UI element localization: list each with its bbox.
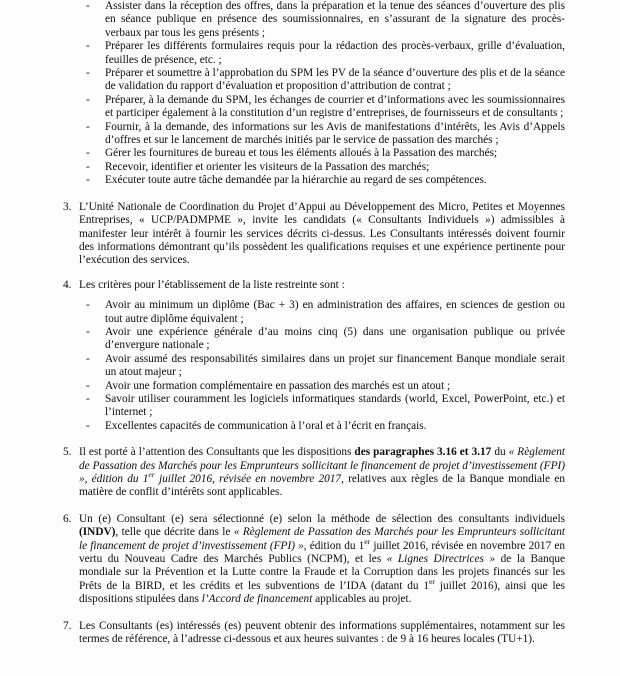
clause-6-part6: juillet 2016), ainsi que les dispositions stipulées dans xyxy=(79,579,565,606)
clause-6-ordinal-superscript-1: er xyxy=(364,536,371,546)
clause-5-text xyxy=(79,446,565,500)
spacer xyxy=(0,292,620,299)
list-item: - Préparer les différents formulaires requis pour la rédaction des procès-verbaux, grille d’évaluation, feuilles de présence, etc. ; xyxy=(86,40,565,67)
clause-5-number: 5. xyxy=(63,446,72,459)
list-item: - Savoir utiliser couramment les logiciels informatiques standards (world, Excel, PowerPoint, etc.) et l’internet ; xyxy=(86,393,565,420)
clause-3-text: L’Unité Nationale de Coordination du Projet d’Appui au Développement des Micro, Petites et Moyennes Entreprises, « UCP/PADMPME », invite les candidats (« Consultants Individuels ») admissibles à manifester leur intérêt à fournir les services décrits ci-dessus. Les Consultants intéressés doivent fournir des informations démontrant qu’ils possèdent les qualifications requises et une expérience pertinente pour l’exécution des services. xyxy=(79,200,565,267)
clause-4-text: Les critères pour l’établissement de la liste restreinte sont : xyxy=(79,278,345,291)
clause-6-part4: juillet 2016, révisée en novembre 2017 en vertu du Nouveau Cadre des Marchés Publics (NCPM), et les xyxy=(79,539,566,566)
list-item: - Excellentes capacités de communication à l’oral et à l’écrit en français. xyxy=(86,420,565,433)
clause-4-number: 4. xyxy=(63,278,72,291)
clause-6-italic-financing-agreement: l’Accord de financement xyxy=(201,593,313,606)
clause-6-bold-indv: (INDV) xyxy=(79,526,116,539)
spacer xyxy=(0,268,620,279)
list-item: - Avoir au minimum un diplôme (Bac + 3) en administration des affaires, en sciences de gestion ou tout autre diplôme équivalent ; xyxy=(86,299,565,326)
clause-7-text: Les Consultants (es) intéressés (es) peuvent obtenir des informations supplémentaires, notamment sur les termes de référence, à l’adresse ci-dessous et aux heures suivantes : de 9 à 16 heures locales (TU+1). xyxy=(79,619,565,646)
list-item: - Préparer, à la demande du SPM, les échanges de courrier et d’informations avec les soumissionnaires et participer également à la constitution d’un registre d’entreprises, de fournisseurs et de consultants ; xyxy=(86,94,565,121)
clause-6-part5: de la Banque mondiale sur la Prévention et la Lutte contre la Fraude et la Corruption dans les projets financés sur les Prêts de la BIRD, et les crédits et les subventions de l’IDA (datant du 1 xyxy=(79,553,566,592)
clause-5 xyxy=(0,446,620,500)
spacer xyxy=(0,433,620,446)
clause-5-italic-title-part2: juillet 2016, révisée en novembre 2017 xyxy=(154,473,342,485)
clause-6-text xyxy=(79,513,565,607)
list-item: - Recevoir, identifier et orienter les visiteurs de la Passation des marchés; xyxy=(86,161,565,174)
clause-5-bold-reference: des paragraphes 3.16 et 3.17 xyxy=(354,446,492,459)
clause-6-italic-regulation-title: « Règlement de Passation des Marchés pour les Emprunteurs sollicitant le financement de projet d’investissement (FPI) » xyxy=(79,526,565,552)
list-item: - Fournir, à la demande, des informations sur les Avis de manifestations d’intérêts, les Avis d’Appels d’offres et sur le lancement de marchés initiés par le service de passation des marchés ; xyxy=(86,121,565,148)
clause-5-ordinal-superscript: er xyxy=(148,470,155,480)
list-item: - Gérer les fournitures de bureau et tous les éléments alloués à la Passation des marchés; xyxy=(86,147,565,160)
clause-7 xyxy=(0,620,620,647)
spacer xyxy=(0,607,620,620)
spacer xyxy=(0,500,620,513)
clause-6-part3: , édition du 1 xyxy=(303,539,365,552)
list-item: - Avoir assumé des responsabilités similaires dans un projet sur financement Banque mondiale serait un atout majeur ; xyxy=(86,353,565,380)
clause-5-italic-title-part1: « Règlement de Passation des Marchés pour les Emprunteurs sollicitant le financement de projet d’investissement (FPI) », édition du 1 xyxy=(79,446,565,485)
clause-6-part7: applicables au projet. xyxy=(312,593,412,606)
list-item: - Exécuter toute autre tâche demandée par la hiérarchie au regard de ses compétences. xyxy=(86,174,565,187)
clause-3-number: 3. xyxy=(63,200,72,213)
clause-6 xyxy=(0,513,620,607)
clause-5-lead: Il est porté à l’attention des Consultants que les dispositions xyxy=(79,446,355,459)
list-item: - Assister dans la réception des offres, dans la préparation et la tenue des séances d’ouverture des plis en séance publique en présence des soumissionnaires, en s’assurant de la signature des procès-verbaux par tous les gens présents ; xyxy=(86,0,565,40)
clause-6-part2: , telle que décrite dans le xyxy=(115,526,234,539)
clause-4 xyxy=(0,279,620,292)
clause-5-tail: , relatives aux règles de la Banque mondiale en matière de conflit d’intérêts sont applicables. xyxy=(79,473,565,499)
clause-3 xyxy=(0,201,620,268)
clause-6-number: 6. xyxy=(63,512,72,525)
task-bullet-list xyxy=(0,0,620,188)
clause-7-number: 7. xyxy=(63,619,72,632)
list-item: - Avoir une expérience générale d’au moins cinq (5) dans une organisation publique ou privée d’envergure nationale ; xyxy=(86,326,565,353)
spacer xyxy=(0,188,620,201)
clause-6-part1: Un (e) Consultant (e) sera sélectionné (e) selon la méthode de sélection des consultants individuels xyxy=(79,512,565,525)
clause-6-italic-guidelines-title: « Lignes Directrices » xyxy=(386,553,496,566)
list-item: - Préparer et soumettre à l’approbation du SPM les PV de la séance d’ouverture des plis et de la séance de validation du rapport d’évaluation et proposition d’attribution de contrat ; xyxy=(86,67,565,94)
clause-5-after-bold: du xyxy=(491,446,509,459)
clause-6-ordinal-superscript-2: er xyxy=(429,577,435,587)
list-item: - Avoir une formation complémentaire en passation des marchés est un atout ; xyxy=(86,380,565,393)
criteria-bullet-list xyxy=(0,299,620,433)
